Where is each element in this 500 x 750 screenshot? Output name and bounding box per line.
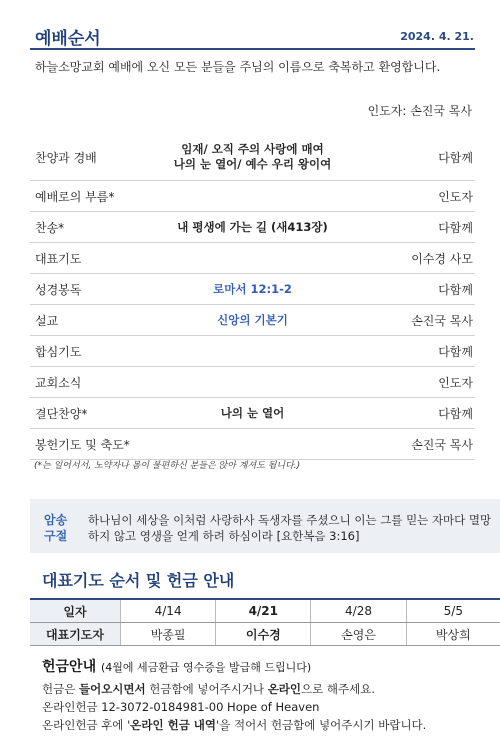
schedule-leader: 손영은 [311,623,406,646]
prayer-schedule-title: 대표기도 순서 및 헌금 안내 [42,571,235,590]
order-item-name: 교회소식 [35,375,82,390]
prayer-schedule-table [30,598,500,646]
page-title: 예배순서 [35,29,101,49]
order-item-person: 다함께 [438,150,473,165]
scripture-reading: 로마서 12:1-2 [213,281,292,296]
title-divider [30,48,475,50]
order-item-name: 찬송* [35,220,65,235]
order-item-title [30,243,475,273]
offering-text: 헌금함에 넣어주시거나 [145,682,268,696]
order-item-person: 이수경 사모 [411,251,473,266]
sermon-title: 신앙의 기본기 [217,312,288,327]
welcome-message: 하늘소망교회 예배에 오신 모든 분들을 주님의 이름으로 축복하고 환영합니다. [35,60,441,74]
schedule-date-current: 4/21 [216,599,311,623]
order-item-person: 다함께 [438,220,473,235]
order-row [30,336,475,367]
praise-song-line-2: 나의 눈 열어/ 예수 우리 왕이여 [173,157,332,171]
order-item-person: 인도자 [438,189,473,204]
order-item-name: 설교 [35,313,59,328]
order-row [30,429,475,460]
order-item-person: 손진국 목사 [411,437,473,452]
order-row [30,274,475,305]
order-row [30,305,475,336]
offering-text: 온라인헌금 후에 ' [42,718,131,732]
order-item-title [30,336,475,366]
service-date: 2024. 4. 21. [400,30,474,43]
offering-text: '을 적어서 헌금함에 넣어주시기 바랍니다. [216,718,427,732]
schedule-leader-row [30,623,500,646]
order-row [30,212,475,243]
schedule-leader-current: 이수경 [216,623,311,646]
schedule-leader: 박상희 [406,623,500,646]
order-item-person: 다함께 [438,282,473,297]
order-row [30,134,475,181]
order-item-title: 내 평생에 가는 길 (새413장) [177,219,328,234]
memory-verse-text: 하나님이 세상을 이처럼 사랑하사 독생자를 주셨으니 이는 그를 믿는 자마다 멸망하지 않고 영생을 얻게 하려 하심이라 [요한복음 3:16] [88,513,492,543]
order-item-title [30,181,475,211]
offering-emphasis: 온라인 [267,682,302,696]
offering-account: 온라인헌금 12-3072-0184981-00 Hope of Heaven [42,700,320,714]
offering-line-1 [42,681,375,697]
order-item-name: 예배로의 부름* [35,189,115,204]
order-item-title [30,134,475,180]
memory-verse-box [30,499,500,553]
standing-note: (*는 일어서서, 노약자나 몸이 불편하신 분들은 앉아 계셔도 됩니다.) [34,461,301,471]
offering-emphasis: 온라인 헌금 내역 [130,718,217,732]
order-item-name: 찬양과 경배 [35,150,97,165]
offering-title-text: 헌금안내 [42,659,97,675]
order-row [30,181,475,212]
date-header: 일자 [30,599,121,623]
order-item-name: 합심기도 [35,344,82,359]
order-item-name: 대표기도 [35,251,82,266]
schedule-date: 4/28 [311,599,406,623]
offering-subtitle: (4월에 세금환급 영수증을 발급해 드립니다) [100,661,312,674]
order-item-person: 손진국 목사 [411,313,473,328]
order-item-person: 다함께 [438,344,473,359]
schedule-leader: 박종필 [121,623,216,646]
schedule-date: 4/14 [121,599,216,623]
praise-song-line-1: 임재/ 오직 주의 사랑에 매여 [181,142,324,156]
order-item-person: 다함께 [438,406,473,421]
order-item-name: 봉헌기도 및 축도* [35,437,130,452]
offering-emphasis: 들어오시면서 [78,682,146,696]
order-item-name: 결단찬양* [35,406,88,421]
order-item-title [30,429,475,459]
order-item-name: 성경봉독 [35,282,82,297]
schedule-date-row [30,599,500,623]
offering-line-3 [42,717,426,733]
memory-verse-label-1: 암송 [44,513,68,527]
memory-verse-label-2: 구절 [44,529,68,543]
order-item-person: 인도자 [438,375,473,390]
offering-text: 헌금은 [42,682,79,696]
offering-text: 으로 해주세요. [301,682,375,696]
order-row [30,367,475,398]
order-row [30,243,475,274]
order-item-title: 나의 눈 열어 [220,405,285,420]
offering-title [42,656,311,676]
order-list [30,134,475,460]
schedule-date: 5/5 [406,599,500,623]
order-item-title [30,367,475,397]
service-leader: 인도자: 손진국 목사 [367,104,472,118]
memory-verse-label [44,512,74,544]
order-row [30,398,475,429]
leader-header: 대표기도자 [30,623,121,646]
